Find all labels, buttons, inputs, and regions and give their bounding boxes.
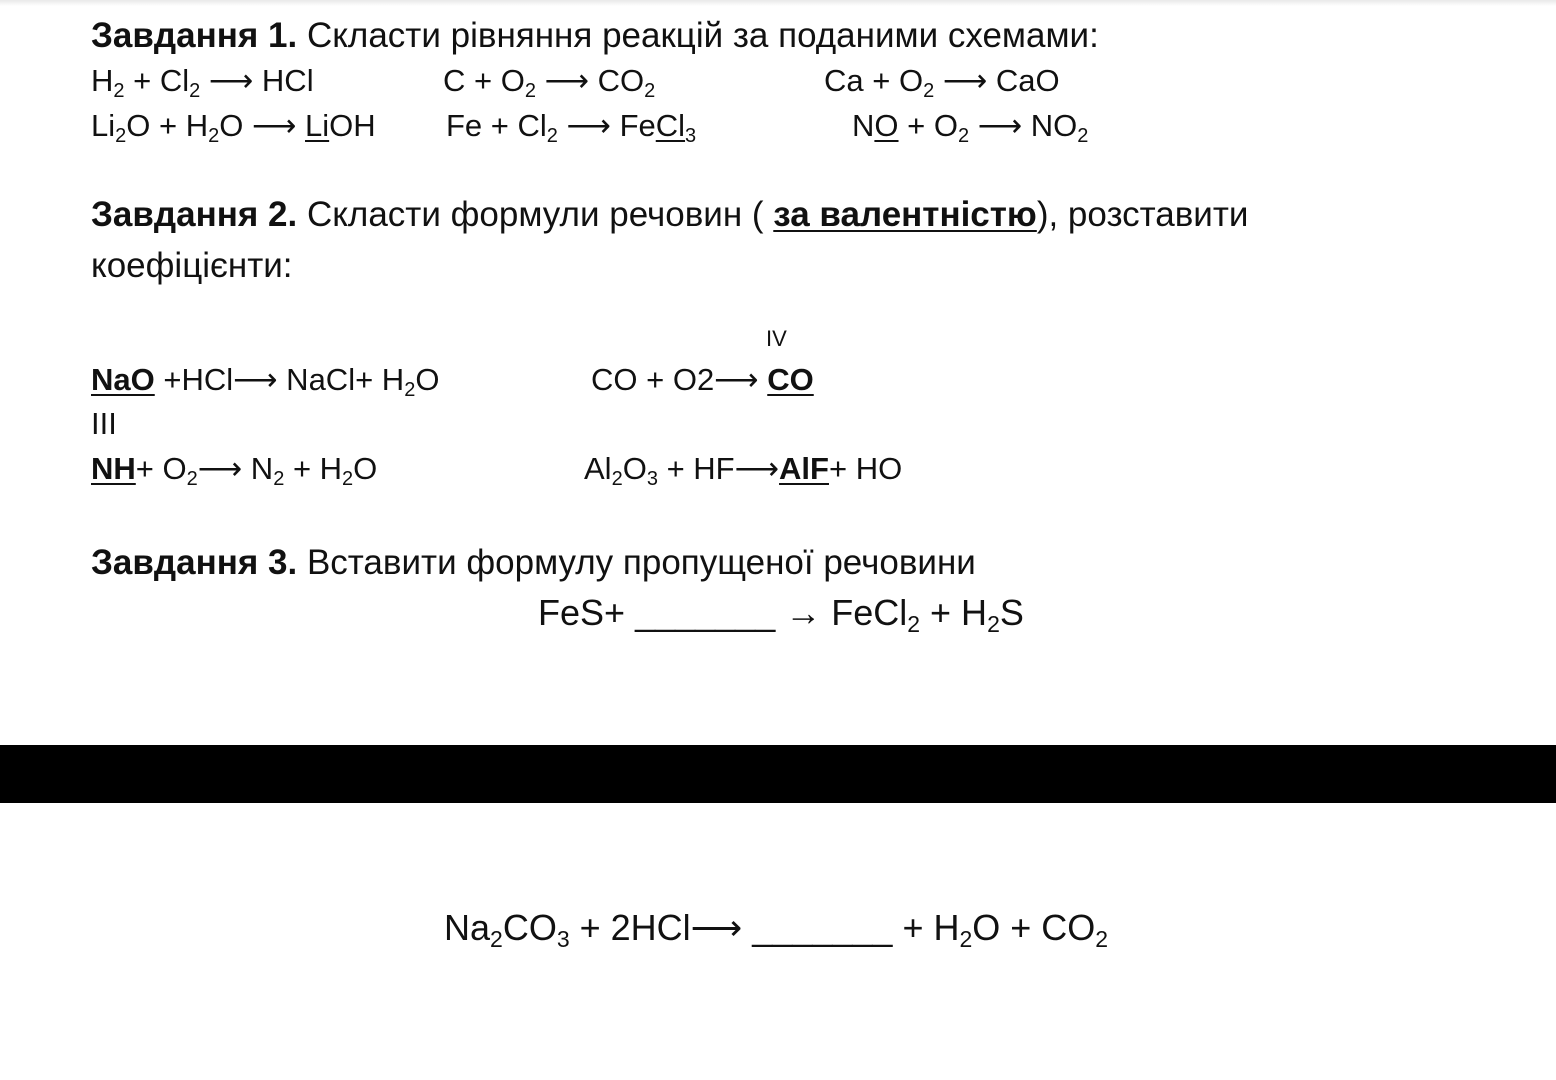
eq-part: O — [622, 451, 647, 486]
eq-subscript: 2 — [959, 926, 973, 952]
task2-equation-al2o3-hf — [584, 451, 903, 490]
eq-subscript: 2 — [611, 468, 623, 490]
eq-underlined: NaO — [91, 362, 155, 397]
eq-part: O ⟶ — [219, 108, 306, 143]
eq-subscript: 2 — [273, 468, 285, 490]
task3-title: Завдання 3. — [91, 543, 298, 582]
task3-text: Вставити формулу пропущеної речовини — [297, 543, 976, 582]
eq-part: S — [999, 592, 1024, 633]
eq-subscript: 2 — [907, 611, 921, 637]
eq-part: ⟶ Fe — [557, 108, 656, 143]
task1-equation-h2-cl2 — [91, 63, 314, 102]
eq-part: FeS+ — [538, 592, 636, 633]
task1-equation-li2o-h2o — [91, 108, 376, 147]
eq-subscript: 2 — [113, 80, 125, 102]
black-separator-band — [0, 745, 1556, 803]
eq-subscript: 2 — [923, 80, 935, 102]
task1-equation-ca-o2 — [824, 63, 1060, 102]
task2-equation-nh-o2 — [91, 451, 378, 490]
eq-part: CO + O2⟶ — [591, 362, 768, 397]
eq-subscript: 2 — [546, 125, 558, 147]
eq-subscript: 2 — [342, 468, 354, 490]
eq-part: OH — [329, 108, 376, 143]
answer-blank: _______ — [752, 907, 893, 948]
eq-subscript: 2 — [957, 125, 970, 147]
task1-equation-c-o2 — [443, 63, 656, 102]
task2-text: Скласти формули речовин ( — [297, 195, 774, 234]
eq-part: Ca + O — [824, 63, 924, 98]
task2-text-end: ), розставити — [1036, 195, 1249, 234]
task1-text: Скласти рівняння реакцій за поданими схемами: — [297, 16, 1099, 55]
task2-title: Завдання 2. — [91, 195, 298, 234]
eq-underlined: AlF — [779, 451, 829, 486]
bottom-equation-na2co3 — [444, 907, 1109, 952]
eq-underlined: NH — [91, 451, 136, 486]
eq-part: + O — [135, 451, 187, 486]
eq-subscript: 2 — [1077, 125, 1089, 147]
eq-underlined: O — [874, 108, 899, 143]
eq-part: + H — [892, 907, 960, 948]
eq-part: ⟶ CaO — [934, 63, 1060, 98]
task2-equation-co-o2 — [591, 362, 814, 398]
eq-part: Fe + Cl — [446, 108, 547, 143]
eq-part: ⟶ CO — [535, 63, 645, 98]
eq-underlined: CO — [767, 362, 814, 397]
eq-subscript: 2 — [404, 379, 416, 401]
eq-part: O + H — [126, 108, 209, 143]
task2-heading-continued: коефіцієнти: — [91, 246, 293, 285]
task2-heading — [91, 195, 1248, 235]
eq-part: ⟶ N — [197, 451, 274, 486]
eq-part: C + O — [443, 63, 525, 98]
eq-subscript: 2 — [189, 80, 201, 102]
eq-part: +HCl⟶ NaCl+ H — [154, 362, 405, 397]
answer-blank: _______ — [635, 592, 776, 633]
eq-part: + HO — [828, 451, 903, 486]
eq-part: + H — [920, 592, 988, 633]
task3-equation-fes — [538, 592, 1024, 637]
eq-part: + Cl — [124, 63, 190, 98]
eq-subscript: 2 — [490, 926, 503, 952]
eq-underlined — [655, 108, 697, 147]
task1-equation-fe-cl2 — [446, 108, 697, 147]
eq-part: + HF⟶ — [657, 451, 780, 486]
eq-part: ⟶ HCl — [200, 63, 314, 98]
eq-part: ⟶ NO — [969, 108, 1078, 143]
eq-part: + O — [898, 108, 958, 143]
eq-subscript: 2 — [644, 80, 656, 102]
eq-subscript: 2 — [1095, 926, 1109, 952]
eq-underlined: Li — [305, 108, 330, 143]
eq-part: + 2HCl⟶ — [569, 907, 753, 948]
eq-part: Al — [584, 451, 612, 486]
eq-subscript: 3 — [556, 926, 570, 952]
eq-subscript: 2 — [208, 125, 220, 147]
task1-equation-no-o2 — [852, 108, 1089, 147]
page-top-edge — [0, 0, 1556, 6]
valence-label-iv: IV — [766, 326, 787, 351]
eq-part: O — [415, 362, 440, 397]
eq-subscript: 2 — [524, 80, 536, 102]
eq-subscript: 2 — [186, 468, 198, 490]
eq-part: → FeCl — [775, 592, 908, 633]
valence-label-iii: III — [91, 406, 117, 441]
eq-subscript: 3 — [646, 468, 658, 490]
eq-part: H — [91, 63, 114, 98]
eq-part: Na — [444, 907, 491, 948]
eq-underlined-part: Cl — [655, 108, 686, 143]
task2-equation-nao-hcl — [91, 362, 440, 401]
eq-part: O — [353, 451, 378, 486]
eq-part: N — [852, 108, 875, 143]
task1-title: Завдання 1. — [91, 16, 298, 55]
eq-part: CO — [502, 907, 557, 948]
eq-part: Li — [91, 108, 116, 143]
task1-heading — [91, 16, 1099, 56]
eq-part: O + CO — [972, 907, 1096, 948]
eq-subscript: 2 — [987, 611, 1000, 637]
eq-subscript: 3 — [685, 125, 697, 147]
eq-part: + H — [284, 451, 343, 486]
task3-heading — [91, 543, 976, 583]
eq-subscript: 2 — [115, 125, 127, 147]
task2-emphasis: за валентністю — [773, 195, 1037, 234]
